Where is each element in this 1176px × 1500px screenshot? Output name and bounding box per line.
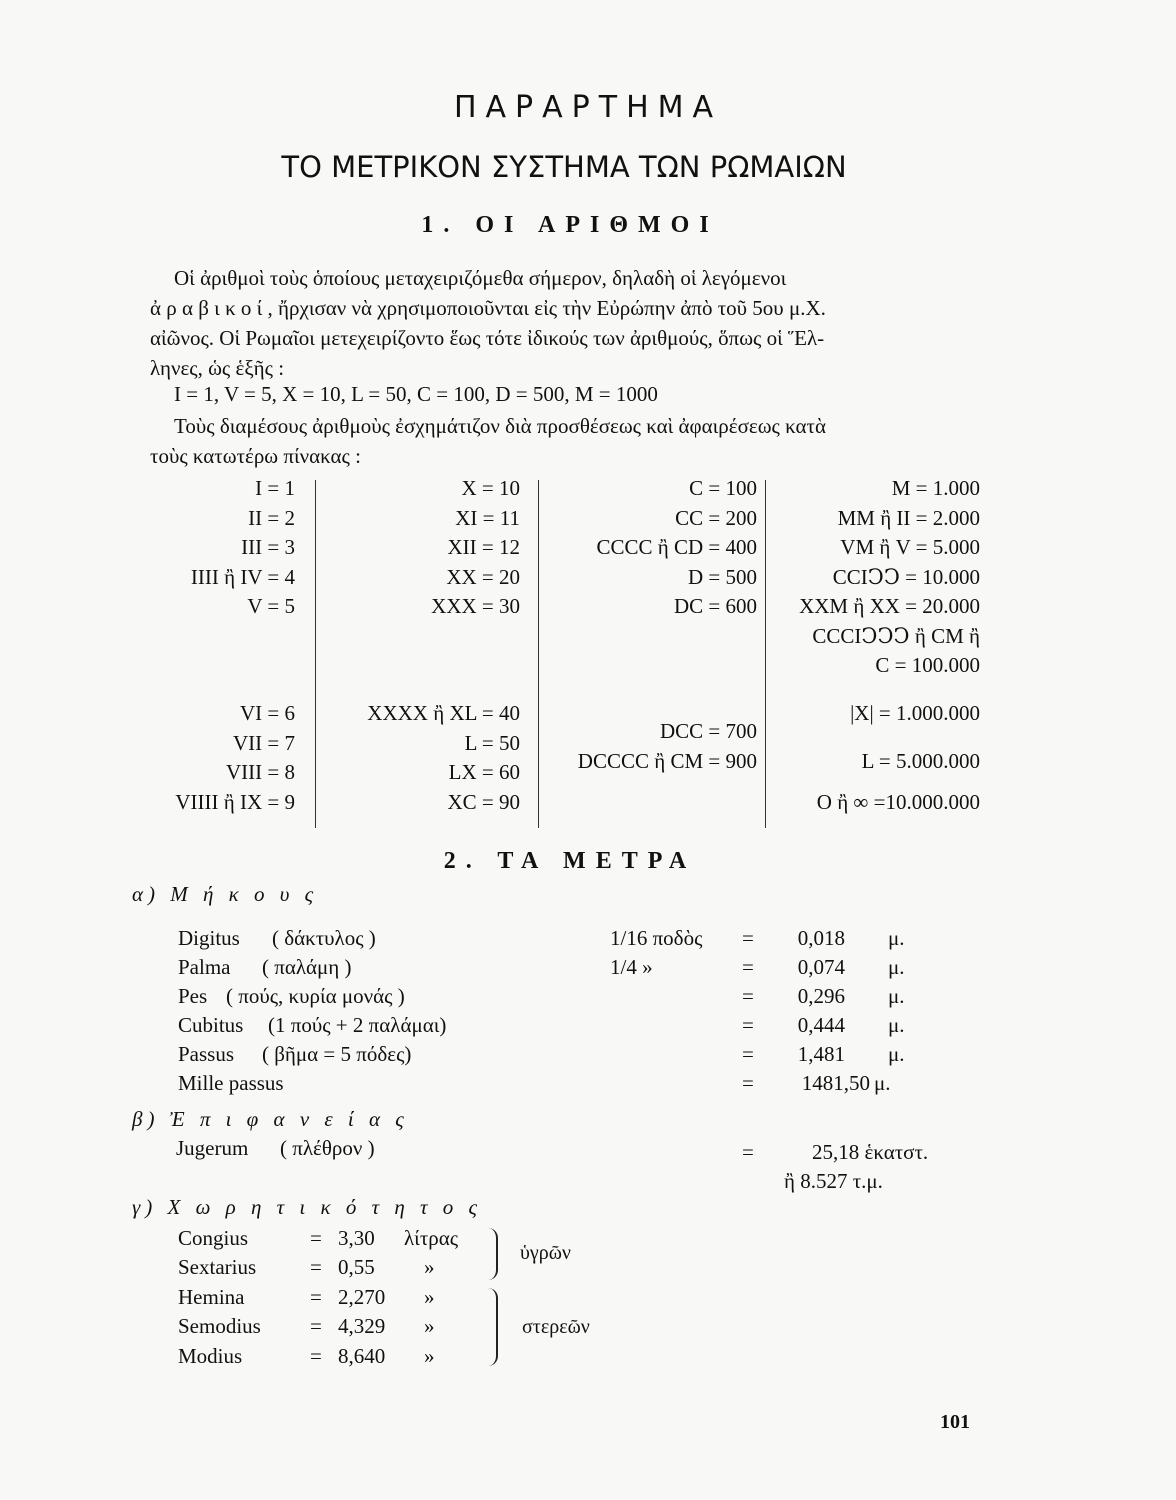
capacity-name: Modius xyxy=(178,1344,243,1368)
page-subtitle: ΤΟ ΜΕΤΡΙΚΟΝ ΣΥΣΤΗΜΑ ΤΩΝ ΡΩΜΑΙΩΝ xyxy=(281,150,847,184)
capacity-value: 0,55 xyxy=(338,1255,375,1279)
capacity-unit: λίτρας xyxy=(404,1226,459,1250)
capacity-unit: » xyxy=(424,1255,435,1279)
area-eq: = xyxy=(742,1140,754,1164)
numeral-entry: XC = 90 xyxy=(447,790,520,814)
area-label: β) Ἐ π ι φ α ν ε ί α ς xyxy=(132,1107,409,1131)
numeral-entry: CC = 200 xyxy=(675,506,757,530)
capacity-name: Semodius xyxy=(178,1314,261,1338)
length-greek: ( δάκτυλος ) xyxy=(272,926,376,950)
length-unit: μ. xyxy=(888,1042,905,1066)
intro-line-1: Οἱ ἀριθμοὶ τοὺς ὁποίους μεταχειριζόμεθα σήμερον, δηλαδὴ οἱ λεγόμενοι xyxy=(174,266,787,290)
numeral-entry: V = 5 xyxy=(247,594,295,618)
length-ratio: 1/4 » xyxy=(610,955,653,979)
capacity-unit: » xyxy=(424,1285,435,1309)
length-value: 0,296 xyxy=(797,984,845,1008)
numeral-entry: XI = 11 xyxy=(455,506,520,530)
numeral-entry: LX = 60 xyxy=(448,760,520,784)
capacity-name: Sextarius xyxy=(178,1255,257,1279)
capacity-eq: = xyxy=(310,1314,322,1338)
page-number: 101 xyxy=(940,1411,970,1433)
area-value-alt: ἢ 8.527 τ.μ. xyxy=(784,1169,883,1193)
numeral-entry: XXX = 30 xyxy=(431,594,520,618)
basic-numerals: I = 1, V = 5, X = 10, L = 50, C = 100, D = 500, M = 1000 xyxy=(174,382,658,406)
capacity-value: 2,270 xyxy=(338,1285,386,1309)
numeral-entry: XXM ἢ XX = 20.000 xyxy=(799,594,980,618)
capacity-name: Congius xyxy=(178,1226,249,1250)
length-label: α) Μ ή κ ο υ ς xyxy=(132,882,319,906)
capacity-eq: = xyxy=(310,1226,322,1250)
capacity-eq: = xyxy=(310,1285,322,1309)
length-eq: = xyxy=(742,1071,754,1095)
length-value: 0,074 xyxy=(797,955,845,979)
capacity-name: Hemina xyxy=(178,1285,245,1309)
numeral-entry: CCCC ἢ CD = 400 xyxy=(596,535,757,559)
length-name: Palma xyxy=(178,955,231,979)
length-unit: μ. xyxy=(888,955,905,979)
length-value: 1481,50 xyxy=(801,1071,870,1095)
length-unit: μ. xyxy=(888,1013,905,1037)
numeral-entry: VIII = 8 xyxy=(226,760,295,784)
section-1-title: 1. ΟΙ ΑΡΙΘΜΟΙ xyxy=(421,212,719,238)
numeral-entry: M = 1.000 xyxy=(891,476,980,500)
length-name: Digitus xyxy=(178,926,240,950)
liquid-label: ὑγρῶν xyxy=(520,1242,571,1264)
numeral-entry: III = 3 xyxy=(241,535,295,559)
numeral-entry: DCC = 700 xyxy=(659,719,757,743)
numeral-entry: CCIↃↃ = 10.000 xyxy=(832,565,980,589)
numeral-entry: L = 50 xyxy=(464,731,520,755)
column-divider xyxy=(315,480,316,828)
capacity-unit: » xyxy=(424,1314,435,1338)
numeral-entry: |X| = 1.000.000 xyxy=(850,701,980,725)
numeral-entry: IIII ἢ IV = 4 xyxy=(190,565,295,589)
numeral-entry: I = 1 xyxy=(255,476,295,500)
length-unit: μ. xyxy=(874,1071,891,1095)
length-ratio: 1/16 ποδὸς xyxy=(610,926,703,950)
roman-numerals-table xyxy=(150,472,990,832)
length-unit: μ. xyxy=(888,926,905,950)
numeral-entry: D = 500 xyxy=(687,565,757,589)
capacity-value: 3,30 xyxy=(338,1226,375,1250)
dry-label: στερεῶν xyxy=(522,1316,590,1338)
length-unit: μ. xyxy=(888,984,905,1008)
length-greek: ( βῆμα = 5 πόδες) xyxy=(262,1042,412,1066)
length-eq: = xyxy=(742,955,754,979)
section-2-title: 2. ΤΑ ΜΕΤΡΑ xyxy=(443,848,697,874)
intro2-line-1: Τοὺς διαμέσους ἀριθμοὺς ἐσχημάτιζον διὰ προσθέσεως καὶ ἀφαιρέσεως κατὰ xyxy=(174,414,826,438)
numeral-entry: XXXX ἢ XL = 40 xyxy=(367,701,520,725)
intro-line-3: αἰῶνος. Οἱ Ρωμαῖοι μετεχειρίζοντο ἕως τότε ἰδικούς των ἀριθμούς, ὅπως οἱ Ἕλ- xyxy=(150,326,825,350)
column-divider xyxy=(538,480,539,828)
intro2-paragraph xyxy=(150,411,960,471)
length-eq: = xyxy=(742,984,754,1008)
column-divider xyxy=(765,480,766,828)
numeral-entry: DCCCC ἢ CM = 900 xyxy=(577,749,757,773)
numeral-entry: MM ἢ II = 2.000 xyxy=(837,506,980,530)
numeral-entry: VI = 6 xyxy=(239,701,295,725)
length-value: 1,481 xyxy=(797,1042,845,1066)
area-greek: ( πλέθρον ) xyxy=(280,1136,375,1160)
numeral-entry: L = 5.000.000 xyxy=(861,749,980,773)
page-title: ΠΑΡΑΡΤΗΜΑ xyxy=(453,90,723,125)
length-eq: = xyxy=(742,926,754,950)
length-name: Cubitus xyxy=(178,1013,244,1037)
length-name: Pes xyxy=(178,984,208,1008)
dry-brace xyxy=(486,1288,498,1366)
intro-paragraph xyxy=(150,263,960,383)
intro-line-4: ληνες, ὡς ἑξῆς : xyxy=(150,356,285,380)
length-value: 0,018 xyxy=(797,926,845,950)
liquid-brace xyxy=(486,1228,498,1280)
numeral-entry: CCCIↃↃↃ ἢ CM ἢ xyxy=(812,624,980,648)
numeral-entry: II = 2 xyxy=(248,506,295,530)
capacity-label: γ) Χ ω ρ η τ ι κ ό τ η τ ο ς xyxy=(132,1195,483,1219)
capacity-eq: = xyxy=(310,1344,322,1368)
length-greek: ( πούς, κυρία μονάς ) xyxy=(226,984,405,1008)
numeral-entry: C = 100 xyxy=(689,476,757,500)
length-name: Mille passus xyxy=(178,1071,284,1095)
length-greek: (1 πούς + 2 παλάμαι) xyxy=(268,1013,447,1037)
capacity-eq: = xyxy=(310,1255,322,1279)
numeral-entry: C = 100.000 xyxy=(875,653,980,677)
intro-line-2: ἀ ρ α β ι κ ο ί , ἤρχισαν νὰ χρησιμοποιοῦνται εἰς τὴν Εὐρώπην ἀπὸ τοῦ 5ου μ.Χ. xyxy=(150,296,826,320)
numeral-entry: VII = 7 xyxy=(233,731,295,755)
numeral-entry: DC = 600 xyxy=(673,594,757,618)
numeral-entry: XII = 12 xyxy=(447,535,520,559)
intro2-line-2: τοὺς κατωτέρω πίνακας : xyxy=(150,444,361,468)
length-eq: = xyxy=(742,1042,754,1066)
numeral-entry: O ἢ ∞ =10.000.000 xyxy=(816,790,980,814)
numeral-entry: XX = 20 xyxy=(446,565,520,589)
length-eq: = xyxy=(742,1013,754,1037)
capacity-unit: » xyxy=(424,1344,435,1368)
numeral-entry: X = 10 xyxy=(461,476,520,500)
length-greek: ( παλάμη ) xyxy=(262,955,352,979)
area-value: 25,18 ἑκατστ. xyxy=(812,1140,929,1164)
numeral-entry: VIIII ἢ IX = 9 xyxy=(175,790,295,814)
numeral-entry: VM ἢ V = 5.000 xyxy=(840,535,980,559)
area-name: Jugerum xyxy=(176,1136,249,1160)
capacity-value: 4,329 xyxy=(338,1314,386,1338)
length-value: 0,444 xyxy=(797,1013,845,1037)
capacity-value: 8,640 xyxy=(338,1344,386,1368)
length-name: Passus xyxy=(178,1042,235,1066)
